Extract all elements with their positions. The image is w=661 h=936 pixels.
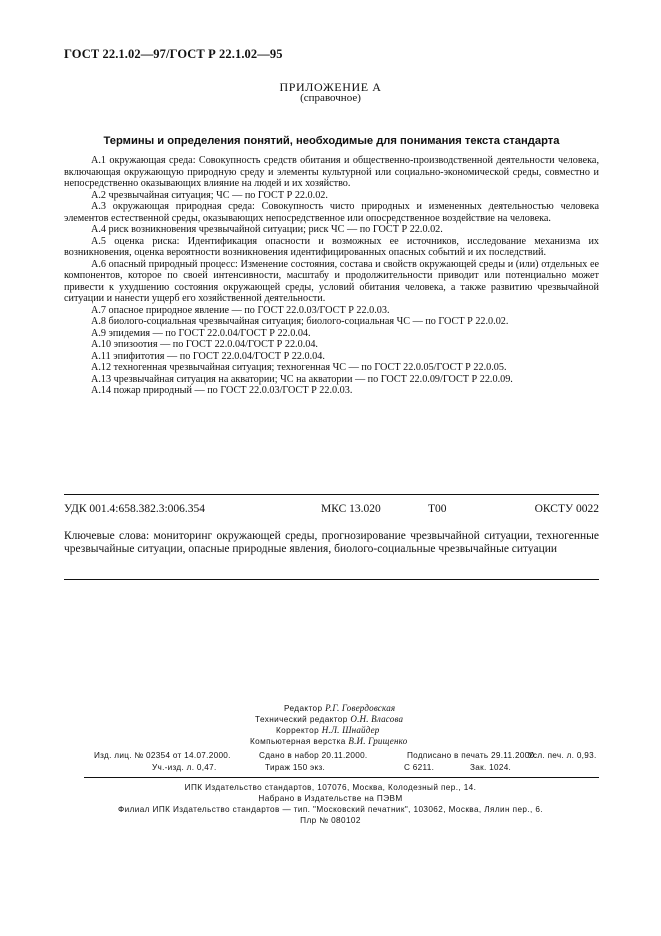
term-a5: А.5 оценка риска: Идентификация опасности и возможных ее источников, исследование механизма их возникновения, оценка вероятности возникновения идентифицированных опасных событий и их последствий. xyxy=(64,235,599,258)
term-a13: А.13 чрезвычайная ситуация на акватории; ЧС на акватории — по ГОСТ 22.0.09/ГОСТ Р 22.0.09. xyxy=(91,373,513,385)
divider-top xyxy=(64,494,599,495)
mks-code: МКС 13.020 xyxy=(321,503,381,515)
imprint-publisher: ИПК Издательство стандартов, 107076, Москва, Колодезный пер., 14. xyxy=(184,783,477,792)
okstu-code: ОКСТУ 0022 xyxy=(534,503,599,515)
term-a10: А.10 эпизоотия — по ГОСТ 22.0.04/ГОСТ Р 22.0.04. xyxy=(91,339,318,350)
term-a8: А.8 биолого-социальная чрезвычайная ситуация; биолого-социальная ЧС — по ГОСТ Р 22.0.02. xyxy=(91,316,509,327)
credit-name: Р.Г. Говердовская xyxy=(325,703,396,713)
credit-role: Корректор xyxy=(276,726,320,735)
appendix-subtitle: (справочное) xyxy=(300,92,361,104)
term-a7: А.7 опасное природное явление — по ГОСТ 22.0.03/ГОСТ Р 22.0.03. xyxy=(91,304,390,316)
credit-corrector xyxy=(276,725,379,736)
imprint-typeset: Набрано в Издательстве на ПЭВМ xyxy=(258,794,403,803)
credit-role: Компьютерная верстка xyxy=(250,737,346,746)
term-a4: А.4 риск возникновения чрезвычайной ситуации; риск ЧС — по ГОСТ Р 22.0.02. xyxy=(91,224,443,235)
imprint-printer: Филиал ИПК Издательство стандартов — тип. "Московский печатник", 103062, Москва, Лялин пер., 6. xyxy=(117,805,544,814)
keywords: Ключевые слова: мониторинг окружающей среды, прогнозирование чрезвычайной ситуации, техногенные чрезвычайные ситуации, опасные природные явления, биолого-социальные чрезвычайные ситуации xyxy=(64,530,599,555)
divider-imprint xyxy=(84,777,599,778)
license: Изд. лиц. № 02354 от 14.07.2000. xyxy=(94,751,231,760)
credit-editor xyxy=(284,703,395,714)
section-title: Термины и определения понятий, необходимые для понимания текста стандарта xyxy=(103,135,560,147)
term-a2: А.2 чрезвычайная ситуация; ЧС — по ГОСТ Р 22.0.02. xyxy=(91,189,328,201)
order-number: Зак. 1024. xyxy=(470,763,512,772)
publisher-sheets: Уч.-изд. л. 0,47. xyxy=(152,763,217,772)
print-sheets: Усл. печ. л. 0,93. xyxy=(528,751,597,760)
print-run: Тираж 150 экз. xyxy=(265,763,326,772)
term-a3: А.3 окружающая природная среда: Совокупность чисто природных и измененных деятельностью человека элементов естественной среды, оказывающих непосредственное или опосредственное воздействие на человека. xyxy=(64,201,599,224)
class-code: Т00 xyxy=(428,503,447,515)
standard-header: ГОСТ 22.1.02—97/ГОСТ Р 22.1.02—95 xyxy=(64,47,283,61)
term-a12: А.12 техногенная чрезвычайная ситуация; техногенная ЧС — по ГОСТ 22.0.05/ГОСТ Р 22.0.05. xyxy=(91,362,507,373)
terms-list xyxy=(64,155,599,397)
term-a11: А.11 эпифитотия — по ГОСТ 22.0.04/ГОСТ Р 22.0.04. xyxy=(91,350,325,362)
term-a1: А.1 окружающая среда: Совокупность средств обитания и общественно-производственной деятельности человека, включающая окружающую природную среду и элементы культурной или социально-экономической среды, совместно и непосредственно оказывающих влияние на людей и их хозяйство. xyxy=(64,155,599,189)
credit-name: В.И. Грищенко xyxy=(348,736,408,746)
imprint-plr: Плр № 080102 xyxy=(300,816,361,825)
credit-role: Редактор xyxy=(284,704,323,713)
term-a9: А.9 эпидемия — по ГОСТ 22.0.04/ГОСТ Р 22.0.04. xyxy=(91,327,311,339)
credit-name: Н.Л. Шнайдер xyxy=(321,725,380,735)
credit-tech-editor xyxy=(255,714,403,725)
credit-name: О.Н. Власова xyxy=(350,714,404,724)
credit-role: Технический редактор xyxy=(255,715,348,724)
divider-bottom xyxy=(64,579,599,580)
term-a6: А.6 опасный природный процесс: Изменение состояния, состава и свойств окружающей среды и (или) отдельных ее компонентов, которое по своей интенсивности, масштабу и продолжительности приводит или потенциально может привести к ухудшению состояния окружающей среды, условий обитания человека, а также развитию чрезвычайной ситуации и нанести ущерб его хозяйственной деятельности. xyxy=(64,258,599,304)
sent-to-set: Сдано в набор 20.11.2000. xyxy=(259,751,368,760)
term-a14: А.14 пожар природный — по ГОСТ 22.0.03/ГОСТ Р 22.0.03. xyxy=(91,385,353,396)
c-number: С 6211. xyxy=(404,763,435,772)
signed-to-print: Подписано в печать 29.11.2000. xyxy=(407,751,537,760)
appendix-title: ПРИЛОЖЕНИЕ А xyxy=(279,80,382,94)
credit-layout xyxy=(250,736,407,747)
udk-code: УДК 001.4:658.382.3:006.354 xyxy=(64,503,206,515)
